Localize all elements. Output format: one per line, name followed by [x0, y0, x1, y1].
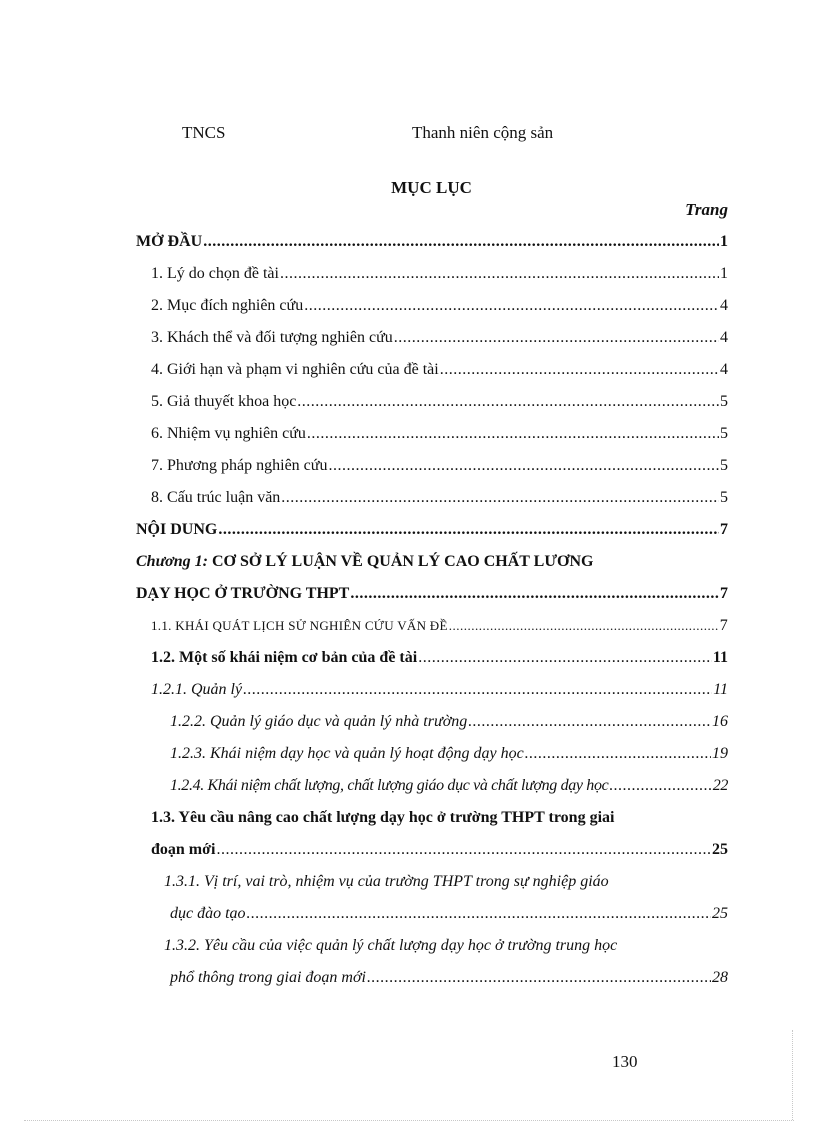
- toc-entry-label: 1.2.2. Quản lý giáo dục và quản lý nhà trường: [170, 713, 468, 730]
- toc-entry-label: 2. Mục đích nghiên cứu: [151, 297, 304, 314]
- toc-leader-dots: [418, 642, 712, 674]
- toc-entry[interactable]: [136, 930, 728, 962]
- toc-leader-dots: [297, 386, 719, 418]
- chapter-title: CƠ SỞ LÝ LUẬN VỀ QUẢN LÝ CAO CHẤT LƯƠNG: [211, 553, 594, 570]
- toc-entry-label: dục đào tạo: [170, 905, 246, 922]
- toc-leader-dots: [203, 226, 719, 258]
- toc-entry-label: 8. Cấu trúc luận văn: [151, 489, 281, 506]
- toc-leader-dots: [525, 738, 711, 770]
- toc-entry[interactable]: [136, 610, 728, 642]
- toc-entry-label: đoạn mới: [151, 841, 216, 858]
- abbreviation-key: TNCS: [182, 123, 226, 142]
- toc-entry-page: 11: [712, 649, 728, 666]
- toc-leader-dots: [243, 674, 712, 706]
- toc-entry-label: 1.2.1. Quản lý: [151, 681, 243, 698]
- toc-leader-dots: [304, 290, 719, 322]
- toc-entry-page: 4: [720, 297, 728, 314]
- toc-entry-page: 4: [720, 361, 728, 378]
- toc-entry-page: 19: [712, 745, 728, 762]
- toc-entry-page: 7: [719, 617, 728, 634]
- page-border-bottom: [24, 1120, 794, 1121]
- toc-entry[interactable]: [136, 866, 728, 898]
- page-border-right: [792, 1030, 793, 1120]
- toc-entry-label: 6. Nhiệm vụ nghiên cứu: [151, 425, 306, 442]
- toc-entry-label: phổ thông trong giai đoạn mới: [170, 969, 366, 986]
- toc-entry[interactable]: [136, 898, 728, 930]
- toc-entry-page: 4: [720, 329, 728, 346]
- toc-entry[interactable]: [136, 738, 728, 770]
- toc-entry-page: 28: [712, 969, 728, 986]
- toc-entry-page: 7: [720, 521, 728, 538]
- toc-entry-page: 22: [712, 777, 728, 794]
- toc-entry-label: 1.3.1. Vị trí, vai trò, nhiệm vụ của trường THPT trong sự nghiệp giáo: [164, 873, 609, 890]
- toc-entry-label: 1.2.4. Khái niệm chất lượng, chất lượng giáo dục và chất lượng dạy học: [170, 777, 609, 794]
- toc-entry-page: 5: [720, 425, 728, 442]
- toc-entry-page: 11: [713, 681, 728, 698]
- toc-entry-label: 1.3. Yêu cầu nâng cao chất lượng dạy học ở trường THPT trong giai: [151, 809, 615, 826]
- toc-entry-label: 4. Giới hạn và phạm vi nghiên cứu của đề tài: [151, 361, 439, 378]
- toc-entry[interactable]: [136, 322, 728, 354]
- toc-entry-page: 1: [720, 233, 728, 250]
- toc-entry-label: 1. Lý do chọn đề tài: [151, 265, 279, 282]
- toc-leader-dots: [216, 834, 711, 866]
- abbreviation-value: Thanh niên cộng sản: [412, 123, 554, 142]
- toc-entry-label: 1.1. KHÁI QUÁT LỊCH SỬ NGHIÊN CỨU VẤN ĐỀ: [151, 618, 448, 633]
- toc-entry-label: MỞ ĐẦU: [136, 233, 203, 250]
- toc-leader-dots: [440, 354, 719, 386]
- toc-entry-label: [136, 553, 594, 570]
- abbreviation-row: [0, 123, 816, 147]
- toc-entry[interactable]: [136, 642, 728, 674]
- toc-entry[interactable]: [136, 386, 728, 418]
- toc-entry-page: 25: [712, 841, 728, 858]
- toc-entry-label: 1.3.2. Yêu cầu của việc quản lý chất lượng dạy học ở trường trung học: [164, 937, 618, 954]
- toc-entry-label: NỘI DUNG: [136, 521, 218, 538]
- toc-entry-page: 16: [712, 713, 728, 730]
- toc-entry-page: 25: [712, 905, 728, 922]
- toc-leader-dots: [367, 962, 711, 994]
- toc-leader-dots: [307, 418, 719, 450]
- toc-entry-label: 1.2. Một số khái niệm cơ bản của đề tài: [151, 649, 418, 666]
- toc-entry-page: 5: [720, 393, 728, 410]
- toc-entry[interactable]: [136, 290, 728, 322]
- toc-entry-page: 5: [720, 489, 728, 506]
- toc-leader-dots: [280, 258, 719, 290]
- toc-entry[interactable]: [136, 354, 728, 386]
- toc-entry[interactable]: [136, 578, 728, 610]
- toc-entry-page: 7: [720, 585, 728, 602]
- toc-entry[interactable]: [136, 706, 728, 738]
- table-of-contents: [136, 226, 728, 994]
- toc-leader-dots: [394, 322, 719, 354]
- toc-entry[interactable]: [136, 834, 728, 866]
- toc-entry-page: 5: [720, 457, 728, 474]
- toc-leader-dots: [328, 450, 719, 482]
- toc-entry-label: 7. Phương pháp nghiên cứu: [151, 457, 328, 474]
- toc-entry[interactable]: [136, 674, 728, 706]
- toc-leader-dots: [449, 610, 719, 642]
- toc-entry[interactable]: [136, 418, 728, 450]
- toc-leader-dots: [281, 482, 719, 514]
- toc-chapter-heading[interactable]: [136, 546, 728, 578]
- toc-entry[interactable]: [136, 226, 728, 258]
- toc-entry-label: 3. Khách thể và đối tượng nghiên cứu: [151, 329, 393, 346]
- toc-entry[interactable]: [136, 962, 728, 994]
- toc-entry-label: 1.2.3. Khái niệm dạy học và quản lý hoạt động dạy học: [170, 745, 524, 762]
- toc-leader-dots: [350, 578, 719, 610]
- toc-entry-label: DẠY HỌC Ở TRƯỜNG THPT: [136, 585, 350, 602]
- toc-entry[interactable]: [136, 770, 728, 802]
- toc-entry-label: 5. Giả thuyết khoa học: [151, 393, 297, 410]
- toc-entry-page: 1: [720, 265, 728, 282]
- toc-entry[interactable]: [136, 258, 728, 290]
- toc-entry[interactable]: [136, 450, 728, 482]
- chapter-prefix: Chương 1:: [136, 553, 208, 570]
- toc-entry[interactable]: [136, 482, 728, 514]
- toc-title: MỤC LỤC: [391, 178, 472, 197]
- toc-page-header: Trang: [685, 200, 728, 219]
- page-number: 130: [612, 1052, 638, 1071]
- toc-leader-dots: [468, 706, 711, 738]
- toc-entry[interactable]: [136, 802, 728, 834]
- toc-leader-dots: [609, 770, 711, 802]
- toc-entry[interactable]: [136, 514, 728, 546]
- toc-leader-dots: [247, 898, 711, 930]
- toc-leader-dots: [218, 514, 719, 546]
